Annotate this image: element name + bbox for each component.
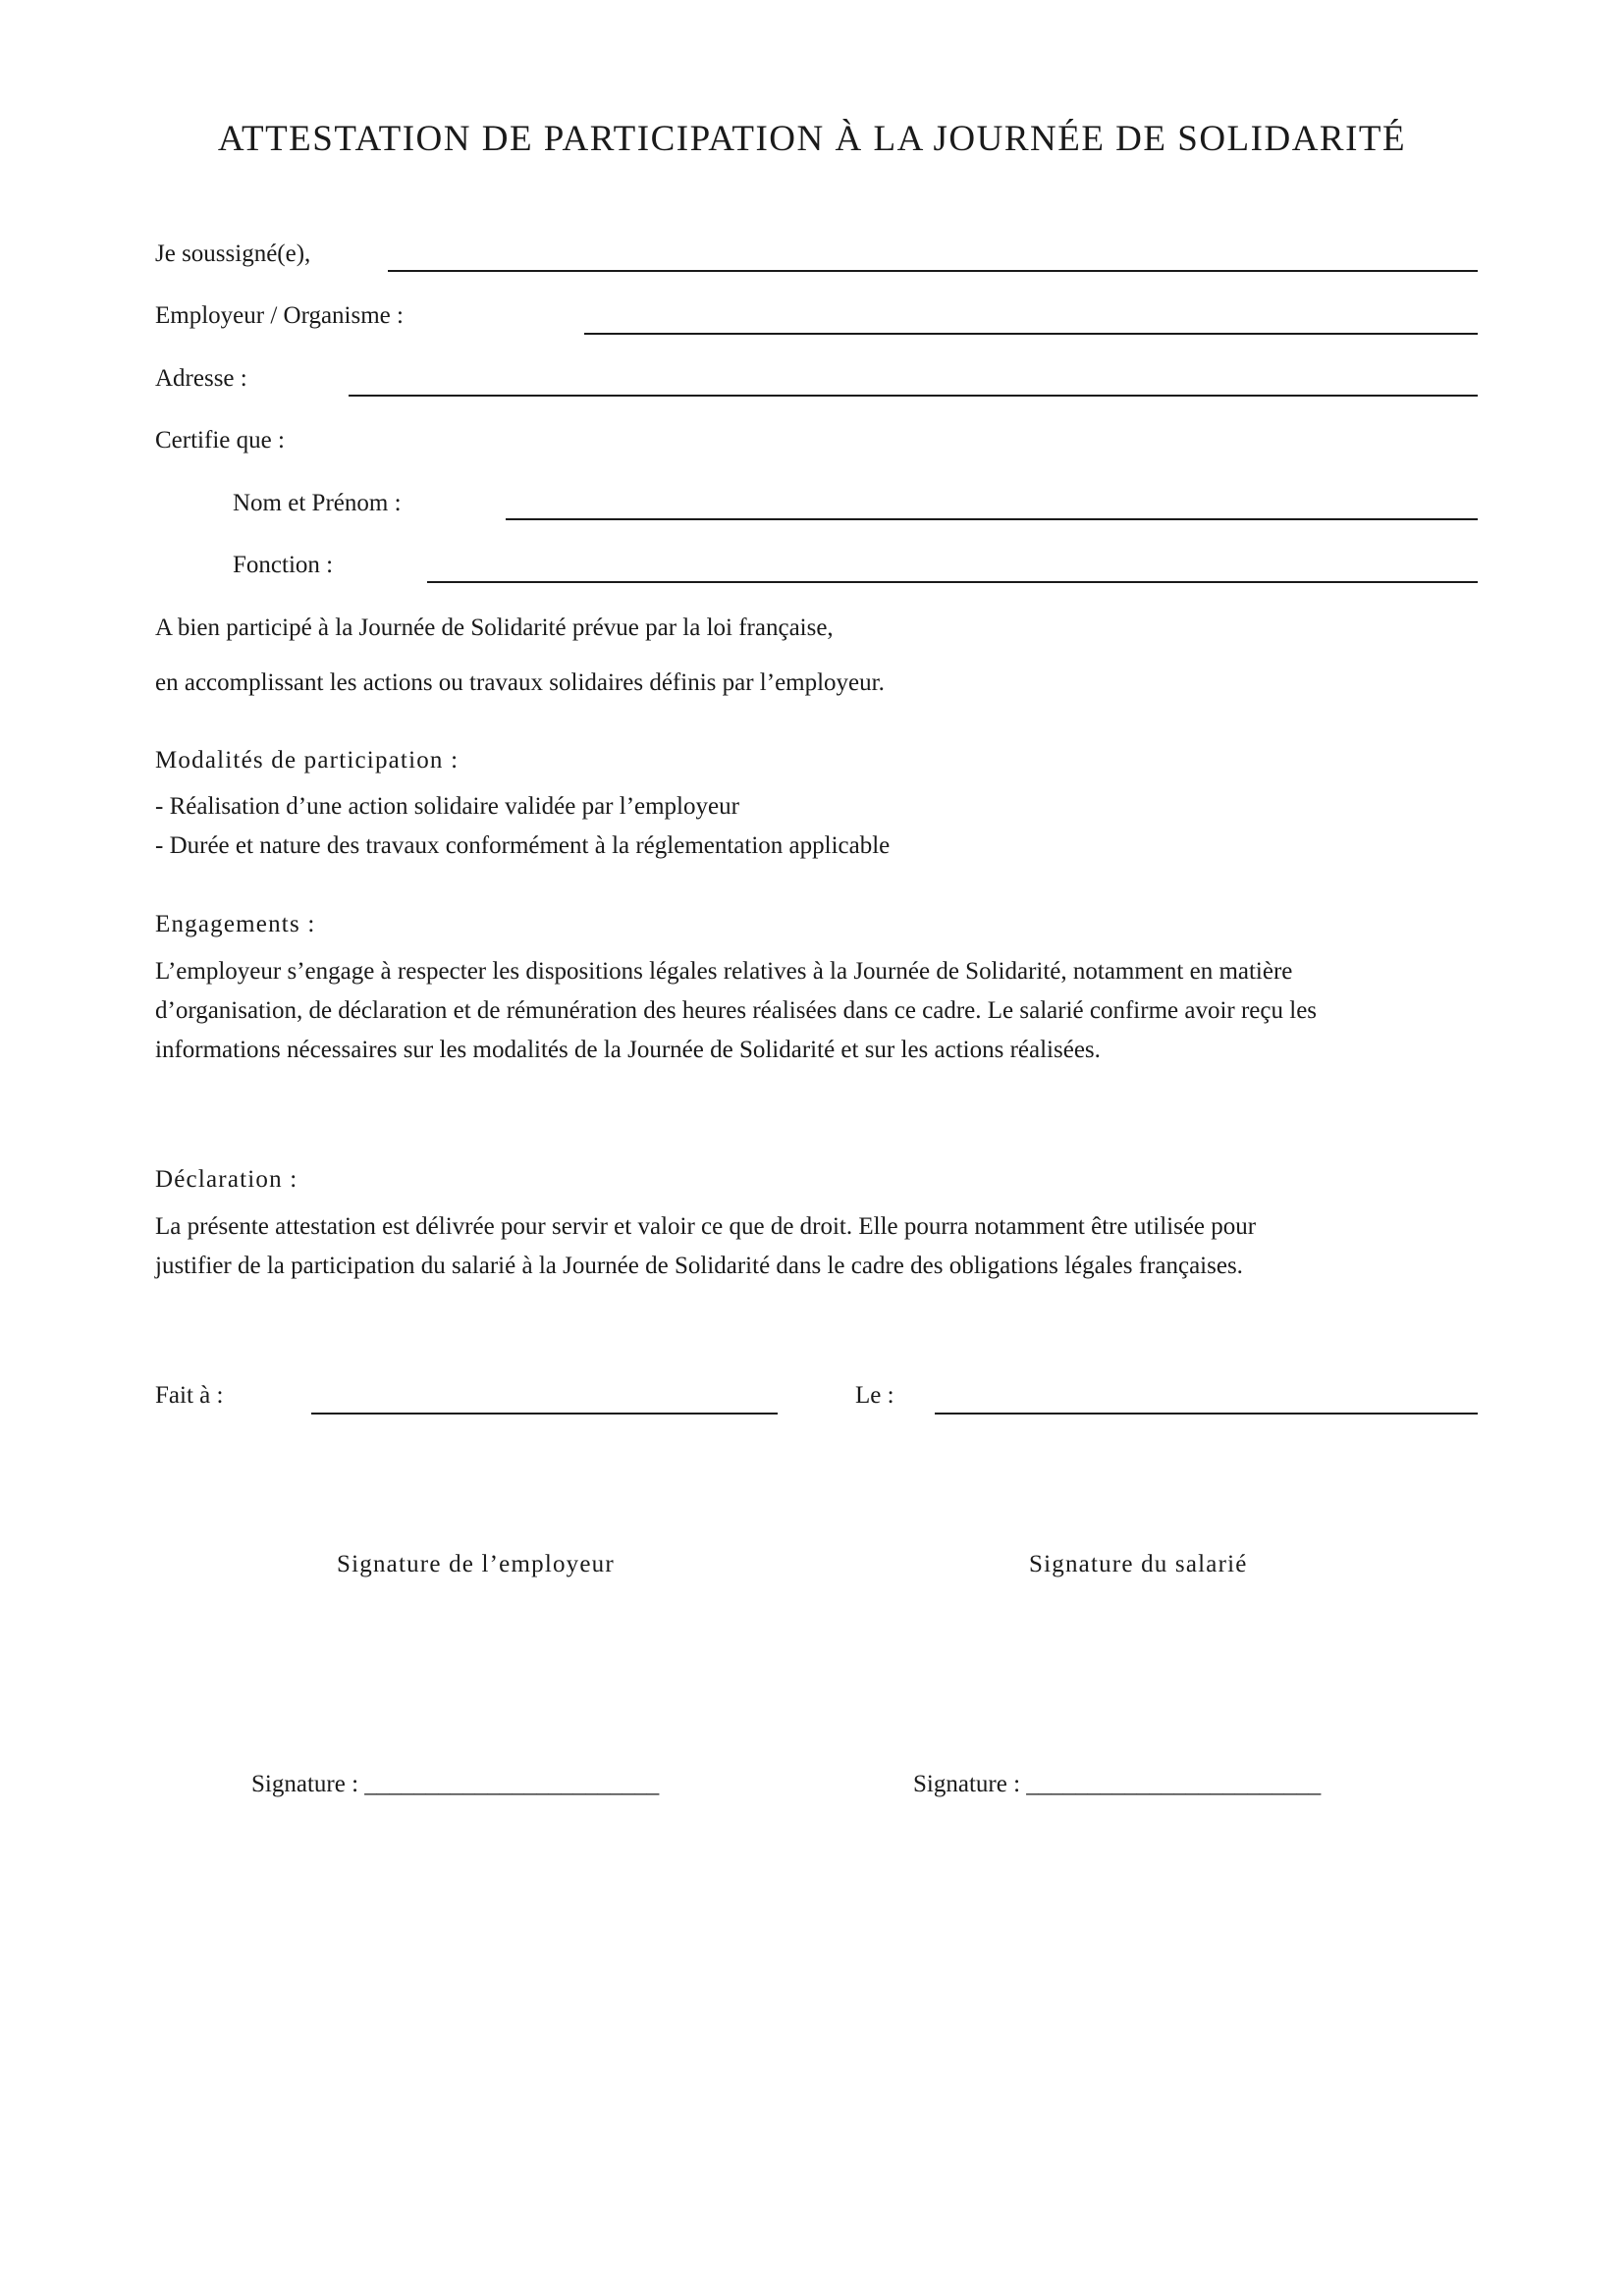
- engagements-paragraph: [155, 952, 1476, 1070]
- place-label: Fait à :: [155, 1382, 224, 1409]
- declaration-line: justifier de la participation du salarié à la Journée de Solidarité dans le cadre des obligations légales françaises.: [155, 1253, 1243, 1279]
- name-label: Nom et Prénom :: [233, 490, 402, 516]
- engagements-heading: Engagements :: [155, 911, 316, 937]
- document-title: ATTESTATION DE PARTICIPATION À LA JOURNÉE DE SOLIDARITÉ: [217, 119, 1407, 159]
- engagements-line: d’organisation, de déclaration et de rémunération des heures réalisées dans ce cadre. Le salarié confirme avoir reçu les: [155, 997, 1318, 1024]
- function-label: Fonction :: [233, 552, 334, 578]
- engagements-line: informations nécessaires sur les modalités de la Journée de Solidarité et sur les actions réalisées.: [155, 1037, 1101, 1063]
- participation-text-line-2: en accomplissant les actions ou travaux solidaires définis par l’employeur.: [155, 669, 885, 696]
- address-label: Adresse :: [155, 365, 247, 392]
- modalities-item: - Durée et nature des travaux conformément à la réglementation applicable: [155, 832, 891, 859]
- declaration-heading: Déclaration :: [155, 1166, 298, 1193]
- date-field-line[interactable]: [935, 1413, 1478, 1415]
- declaration-line: La présente attestation est délivrée pour servir et valoir ce que de droit. Elle pourra notamment être utilisée pour: [155, 1213, 1257, 1240]
- undersigned-field-line[interactable]: [388, 270, 1478, 272]
- modalities-item: - Réalisation d’une action solidaire validée par l’employeur: [155, 793, 739, 820]
- employer-signature-line[interactable]: Signature : ________________________: [251, 1771, 660, 1797]
- name-field-line[interactable]: [506, 518, 1478, 520]
- employee-signature-heading: Signature du salarié: [1029, 1551, 1248, 1577]
- date-label: Le :: [855, 1382, 894, 1409]
- employer-label: Employeur / Organisme :: [155, 302, 404, 329]
- employer-field-line[interactable]: [584, 333, 1478, 335]
- modalities-heading: Modalités de participation :: [155, 747, 460, 774]
- place-field-line[interactable]: [311, 1413, 778, 1415]
- employer-signature-heading: Signature de l’employeur: [337, 1551, 615, 1577]
- employee-signature-line[interactable]: Signature : ________________________: [913, 1771, 1322, 1797]
- certify-label: Certifie que :: [155, 427, 285, 454]
- address-field-line[interactable]: [349, 395, 1478, 397]
- participation-text-line-1: A bien participé à la Journée de Solidarité prévue par la loi française,: [155, 614, 834, 641]
- engagements-line: L’employeur s’engage à respecter les dispositions légales relatives à la Journée de Solidarité, notamment en matière: [155, 958, 1293, 985]
- function-field-line[interactable]: [427, 581, 1478, 583]
- declaration-paragraph: [155, 1207, 1476, 1286]
- undersigned-label: Je soussigné(e),: [155, 240, 311, 267]
